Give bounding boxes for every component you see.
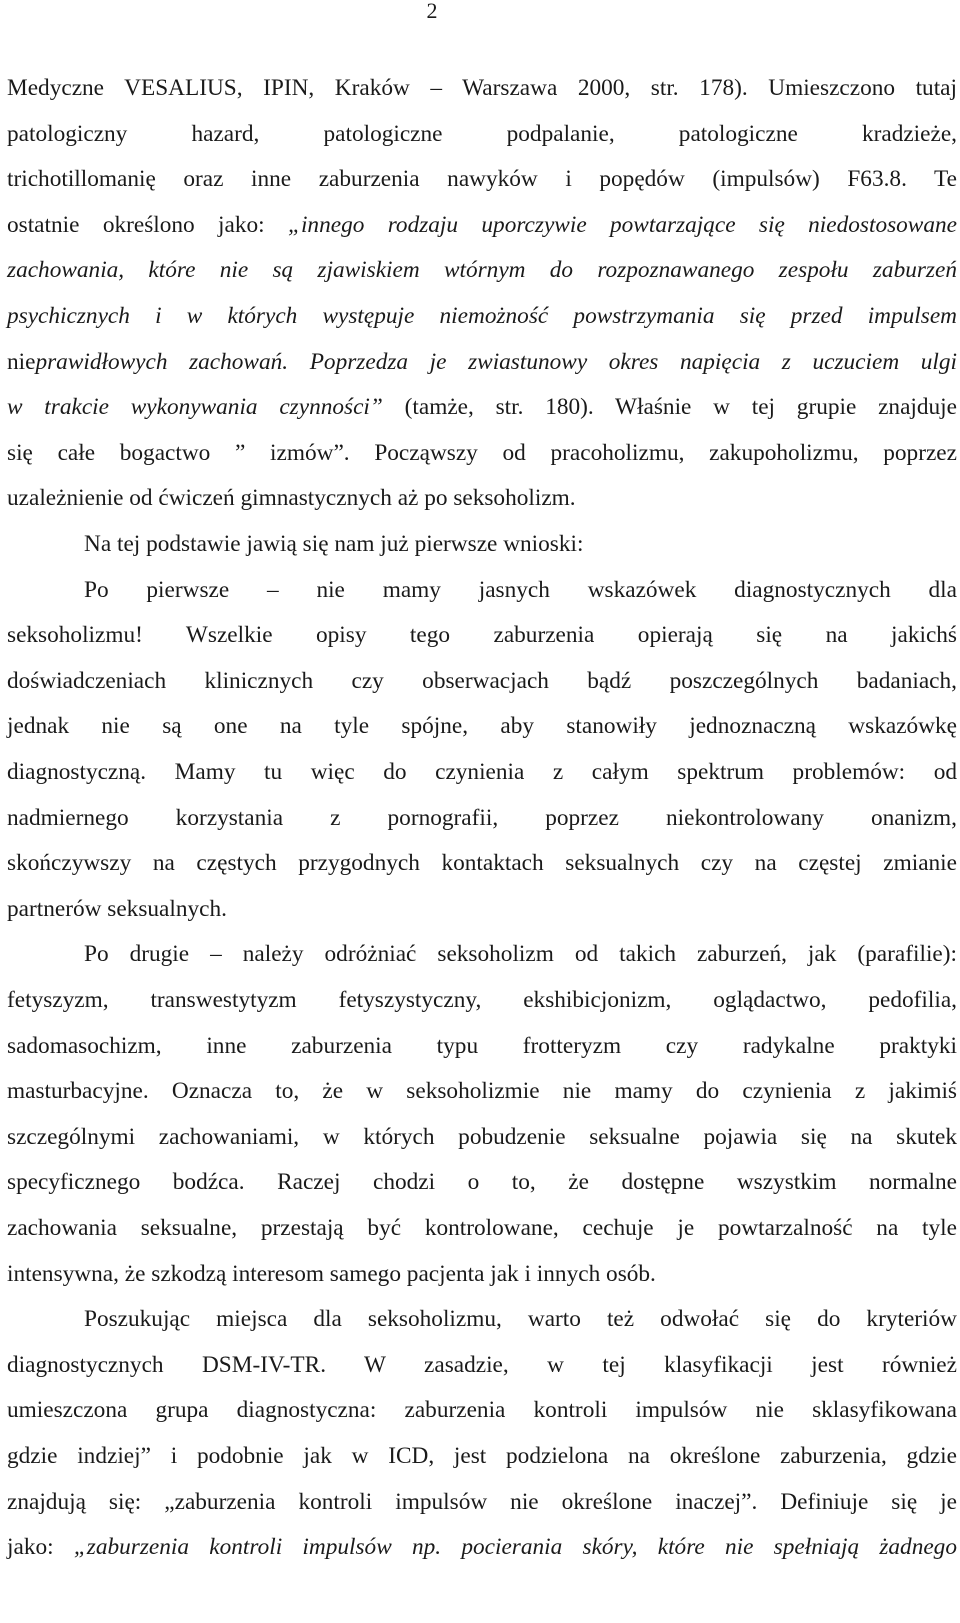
text-segment: Po drugie – należy odróżniać seksoholizm od takich zaburzeń, jak (parafilie): — [84, 941, 957, 968]
text-segment: diagnostycznych DSM-IV-TR. W zasadzie, w tej klasyfikacji jest również — [7, 1351, 957, 1378]
text-segment: gdzie indziej” i podobnie jak w ICD, jest podzielona na określone zaburzenia, gdzie — [7, 1443, 957, 1469]
text-segment: partnerów seksualnych. — [7, 895, 227, 922]
text-line — [84, 576, 957, 604]
text-segment: uzależnienie od ćwiczeń gimnastycznych aż po seksoholizm. — [7, 485, 576, 512]
italic-text: zachowania, które nie są zjawiskiem wtórnym do rozpoznawanego zespołu zaburzeń — [7, 257, 957, 284]
text-line — [7, 211, 957, 239]
text-segment: masturbacyjne. Oznacza to, że w seksoholizmie nie mamy do czynienia z jakimiś — [7, 1078, 957, 1105]
text-line — [7, 1351, 957, 1379]
text-segment: intensywna, że szkodzą interesom samego pacjenta jak i innych osób. — [7, 1260, 656, 1287]
text-line — [7, 302, 957, 330]
text-segment: sadomasochizm, inne zaburzenia typu frotteryzm czy radykalne praktyki — [7, 1032, 957, 1059]
text-segment: nie — [7, 348, 36, 375]
italic-text: prawidłowych zachowań. Poprzedza je zwiastunowy okres napięcia z uczuciem ulgi — [35, 348, 957, 375]
text-segment: ostatnie określono jako: — [7, 211, 288, 238]
text-line — [7, 758, 957, 786]
text-line — [7, 1032, 957, 1060]
text-line — [7, 621, 957, 649]
text-line — [7, 1260, 656, 1288]
text-line — [7, 1488, 957, 1516]
text-line — [7, 120, 957, 148]
text-segment: patologiczny hazard, patologiczne podpalanie, patologiczne kradzieże, — [7, 120, 957, 147]
text-line — [7, 1123, 957, 1151]
text-segment: skończywszy na częstych przygodnych kontaktach seksualnych czy na częstej zmianie — [7, 850, 957, 877]
text-line — [7, 895, 227, 923]
italic-text: psychicznych i w których występuje niemożność powstrzymania się przed impulsem — [7, 303, 957, 329]
text-segment: szczególnymi zachowaniami, w których pobudzenie seksualne pojawia się na skutek — [7, 1123, 957, 1150]
text-line — [7, 1168, 957, 1196]
text-segment: jednak nie są one na tyle spójne, aby stanowiły jednoznaczną wskazówkę — [7, 713, 957, 740]
text-line — [7, 74, 957, 102]
text-line — [7, 849, 957, 877]
page-number: 2 — [426, 0, 438, 23]
text-segment: się całe bogactwo ” izmów”. Począwszy od pracoholizmu, zakupoholizmu, poprzez — [7, 439, 957, 466]
text-line — [7, 712, 957, 740]
text-line — [7, 1077, 957, 1105]
italic-text: „zaburzenia kontroli impulsów np. pocierania skóry, które nie spełniają żadnego — [73, 1534, 957, 1561]
text-segment: Poszukując miejsca dla seksoholizmu, warto też odwołać się do kryteriów — [84, 1306, 957, 1333]
text-segment: (tamże, str. 180). Właśnie w tej grupie znajduje — [404, 394, 957, 421]
text-line — [7, 1533, 957, 1561]
text-line — [7, 165, 957, 193]
text-line — [84, 530, 583, 558]
text-line — [7, 484, 576, 512]
text-segment: fetyszyzm, transwestytyzm fetyszystyczny, ekshibicjonizm, oglądactwo, pedofilia, — [7, 987, 957, 1013]
text-segment: diagnostyczną. Mamy tu więc do czynienia z całym spektrum problemów: od — [7, 759, 957, 785]
text-line — [7, 348, 957, 376]
text-line — [7, 256, 957, 284]
text-line — [7, 439, 957, 467]
text-segment: specyficznego bodźca. Raczej chodzi o to, że dostępne wszystkim normalne — [7, 1169, 957, 1196]
text-segment: nadmiernego korzystania z pornografii, poprzez niekontrolowany onanizm, — [7, 804, 957, 831]
text-segment: trichotillomanię oraz inne zaburzenia nawyków i popędów (impulsów) F63.8. Te — [7, 166, 957, 193]
italic-text: „innego rodzaju uporczywie powtarzające się niedostosowane — [288, 211, 957, 238]
text-line — [7, 667, 957, 695]
text-segment: zachowania seksualne, przestają być kontrolowane, cechuje je powtarzalność na tyle — [7, 1215, 957, 1241]
text-line — [84, 1305, 957, 1333]
text-line — [7, 393, 957, 421]
text-line — [7, 1442, 957, 1470]
text-line — [7, 1214, 957, 1242]
text-line — [7, 1396, 957, 1424]
text-segment: Po pierwsze – nie mamy jasnych wskazówek diagnostycznych dla — [84, 576, 957, 603]
italic-text: w trakcie wykonywania czynności” — [7, 394, 405, 421]
text-line — [7, 986, 957, 1014]
text-segment: umieszczona grupa diagnostyczna: zaburzenia kontroli impulsów nie sklasyfikowana — [7, 1397, 957, 1424]
text-segment: Na tej podstawie jawią się nam już pierwsze wnioski: — [84, 531, 584, 557]
text-segment: znajdują się: „zaburzenia kontroli impulsów nie określone inaczej”. Definiuje się je — [7, 1488, 957, 1515]
text-line — [84, 940, 957, 968]
text-segment: doświadczeniach klinicznych czy obserwacjach bądź poszczególnych badaniach, — [7, 667, 957, 694]
text-segment: Medyczne VESALIUS, IPIN, Kraków – Warszawa 2000, str. 178). Umieszczono tutaj — [7, 75, 957, 101]
text-segment: jako: — [7, 1534, 74, 1561]
text-segment: seksoholizmu! Wszelkie opisy tego zaburzenia opierają się na jakichś — [7, 622, 957, 649]
text-line — [7, 804, 957, 832]
